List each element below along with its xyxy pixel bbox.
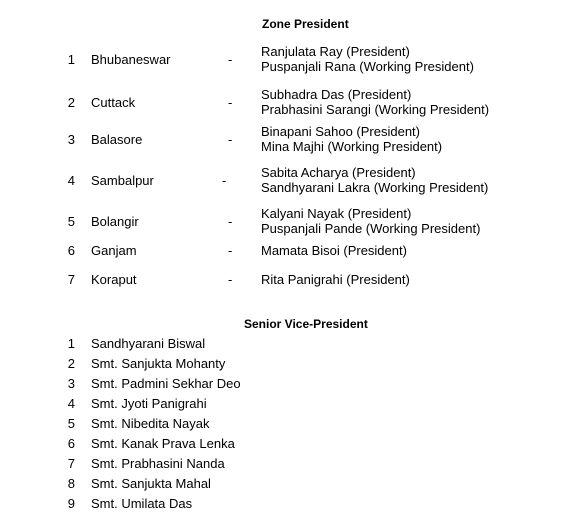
row-number: 8 (67, 476, 75, 491)
vice-president-name: Smt. Jyoti Panigrahi (91, 396, 207, 411)
dash-separator: - (228, 95, 233, 110)
vice-president-name: Smt. Sanjukta Mahal (91, 476, 211, 491)
office-holder: Puspanjali Rana (Working President) (261, 59, 474, 74)
row-number: 7 (67, 456, 75, 471)
row-number: 4 (67, 173, 75, 188)
office-holder: Sandhyarani Lakra (Working President) (261, 180, 489, 195)
row-number: 9 (67, 496, 75, 511)
row-number: 2 (67, 356, 75, 371)
row-number: 6 (67, 243, 75, 258)
dash-separator: - (222, 173, 227, 188)
row-number: 3 (67, 376, 75, 391)
office-holder: Kalyani Nayak (President) (261, 206, 412, 221)
vice-president-name: Smt. Padmini Sekhar Deo (91, 376, 241, 391)
vice-president-name: Smt. Nibedita Nayak (91, 416, 210, 431)
zone-name: Bhubaneswar (91, 52, 171, 67)
row-number: 5 (67, 416, 75, 431)
office-holder: Mamata Bisoi (President) (261, 243, 407, 258)
zone-name: Balasore (91, 132, 143, 147)
row-number: 3 (67, 132, 75, 147)
row-number: 6 (67, 436, 75, 451)
vice-president-name: Smt. Prabhasini Nanda (91, 456, 225, 471)
row-number: 7 (67, 272, 75, 287)
office-holder: Binapani Sahoo (President) (261, 124, 420, 139)
vice-president-name: Smt. Umilata Das (91, 496, 193, 511)
zone-name: Sambalpur (91, 173, 154, 188)
vice-president-name: Sandhyarani Biswal (91, 336, 206, 351)
zone-president-heading: Zone President (262, 17, 349, 31)
dash-separator: - (228, 214, 233, 229)
dash-separator: - (228, 272, 233, 287)
row-number: 1 (67, 336, 75, 351)
dash-separator: - (228, 52, 233, 67)
office-holder: Ranjulata Ray (President) (261, 44, 410, 59)
row-number: 1 (67, 52, 75, 67)
zone-name: Cuttack (91, 95, 136, 110)
dash-separator: - (228, 243, 233, 258)
row-number: 4 (67, 396, 75, 411)
zone-name: Koraput (91, 272, 137, 287)
office-holder: Subhadra Das (President) (261, 87, 412, 102)
vice-president-name: Smt. Sanjukta Mohanty (91, 356, 226, 371)
office-holder: Mina Majhi (Working President) (261, 139, 443, 154)
vice-president-name: Smt. Kanak Prava Lenka (91, 436, 235, 451)
office-holder: Puspanjali Pande (Working President) (261, 221, 481, 236)
row-number: 2 (67, 95, 75, 110)
zone-name: Bolangir (91, 214, 139, 229)
office-holder: Prabhasini Sarangi (Working President) (261, 102, 490, 117)
senior-vice-president-heading: Senior Vice-President (244, 317, 368, 331)
dash-separator: - (228, 132, 233, 147)
office-holder: Rita Panigrahi (President) (261, 272, 410, 287)
zone-name: Ganjam (91, 243, 137, 258)
row-number: 5 (67, 214, 75, 229)
office-holder: Sabita Acharya (President) (261, 165, 416, 180)
